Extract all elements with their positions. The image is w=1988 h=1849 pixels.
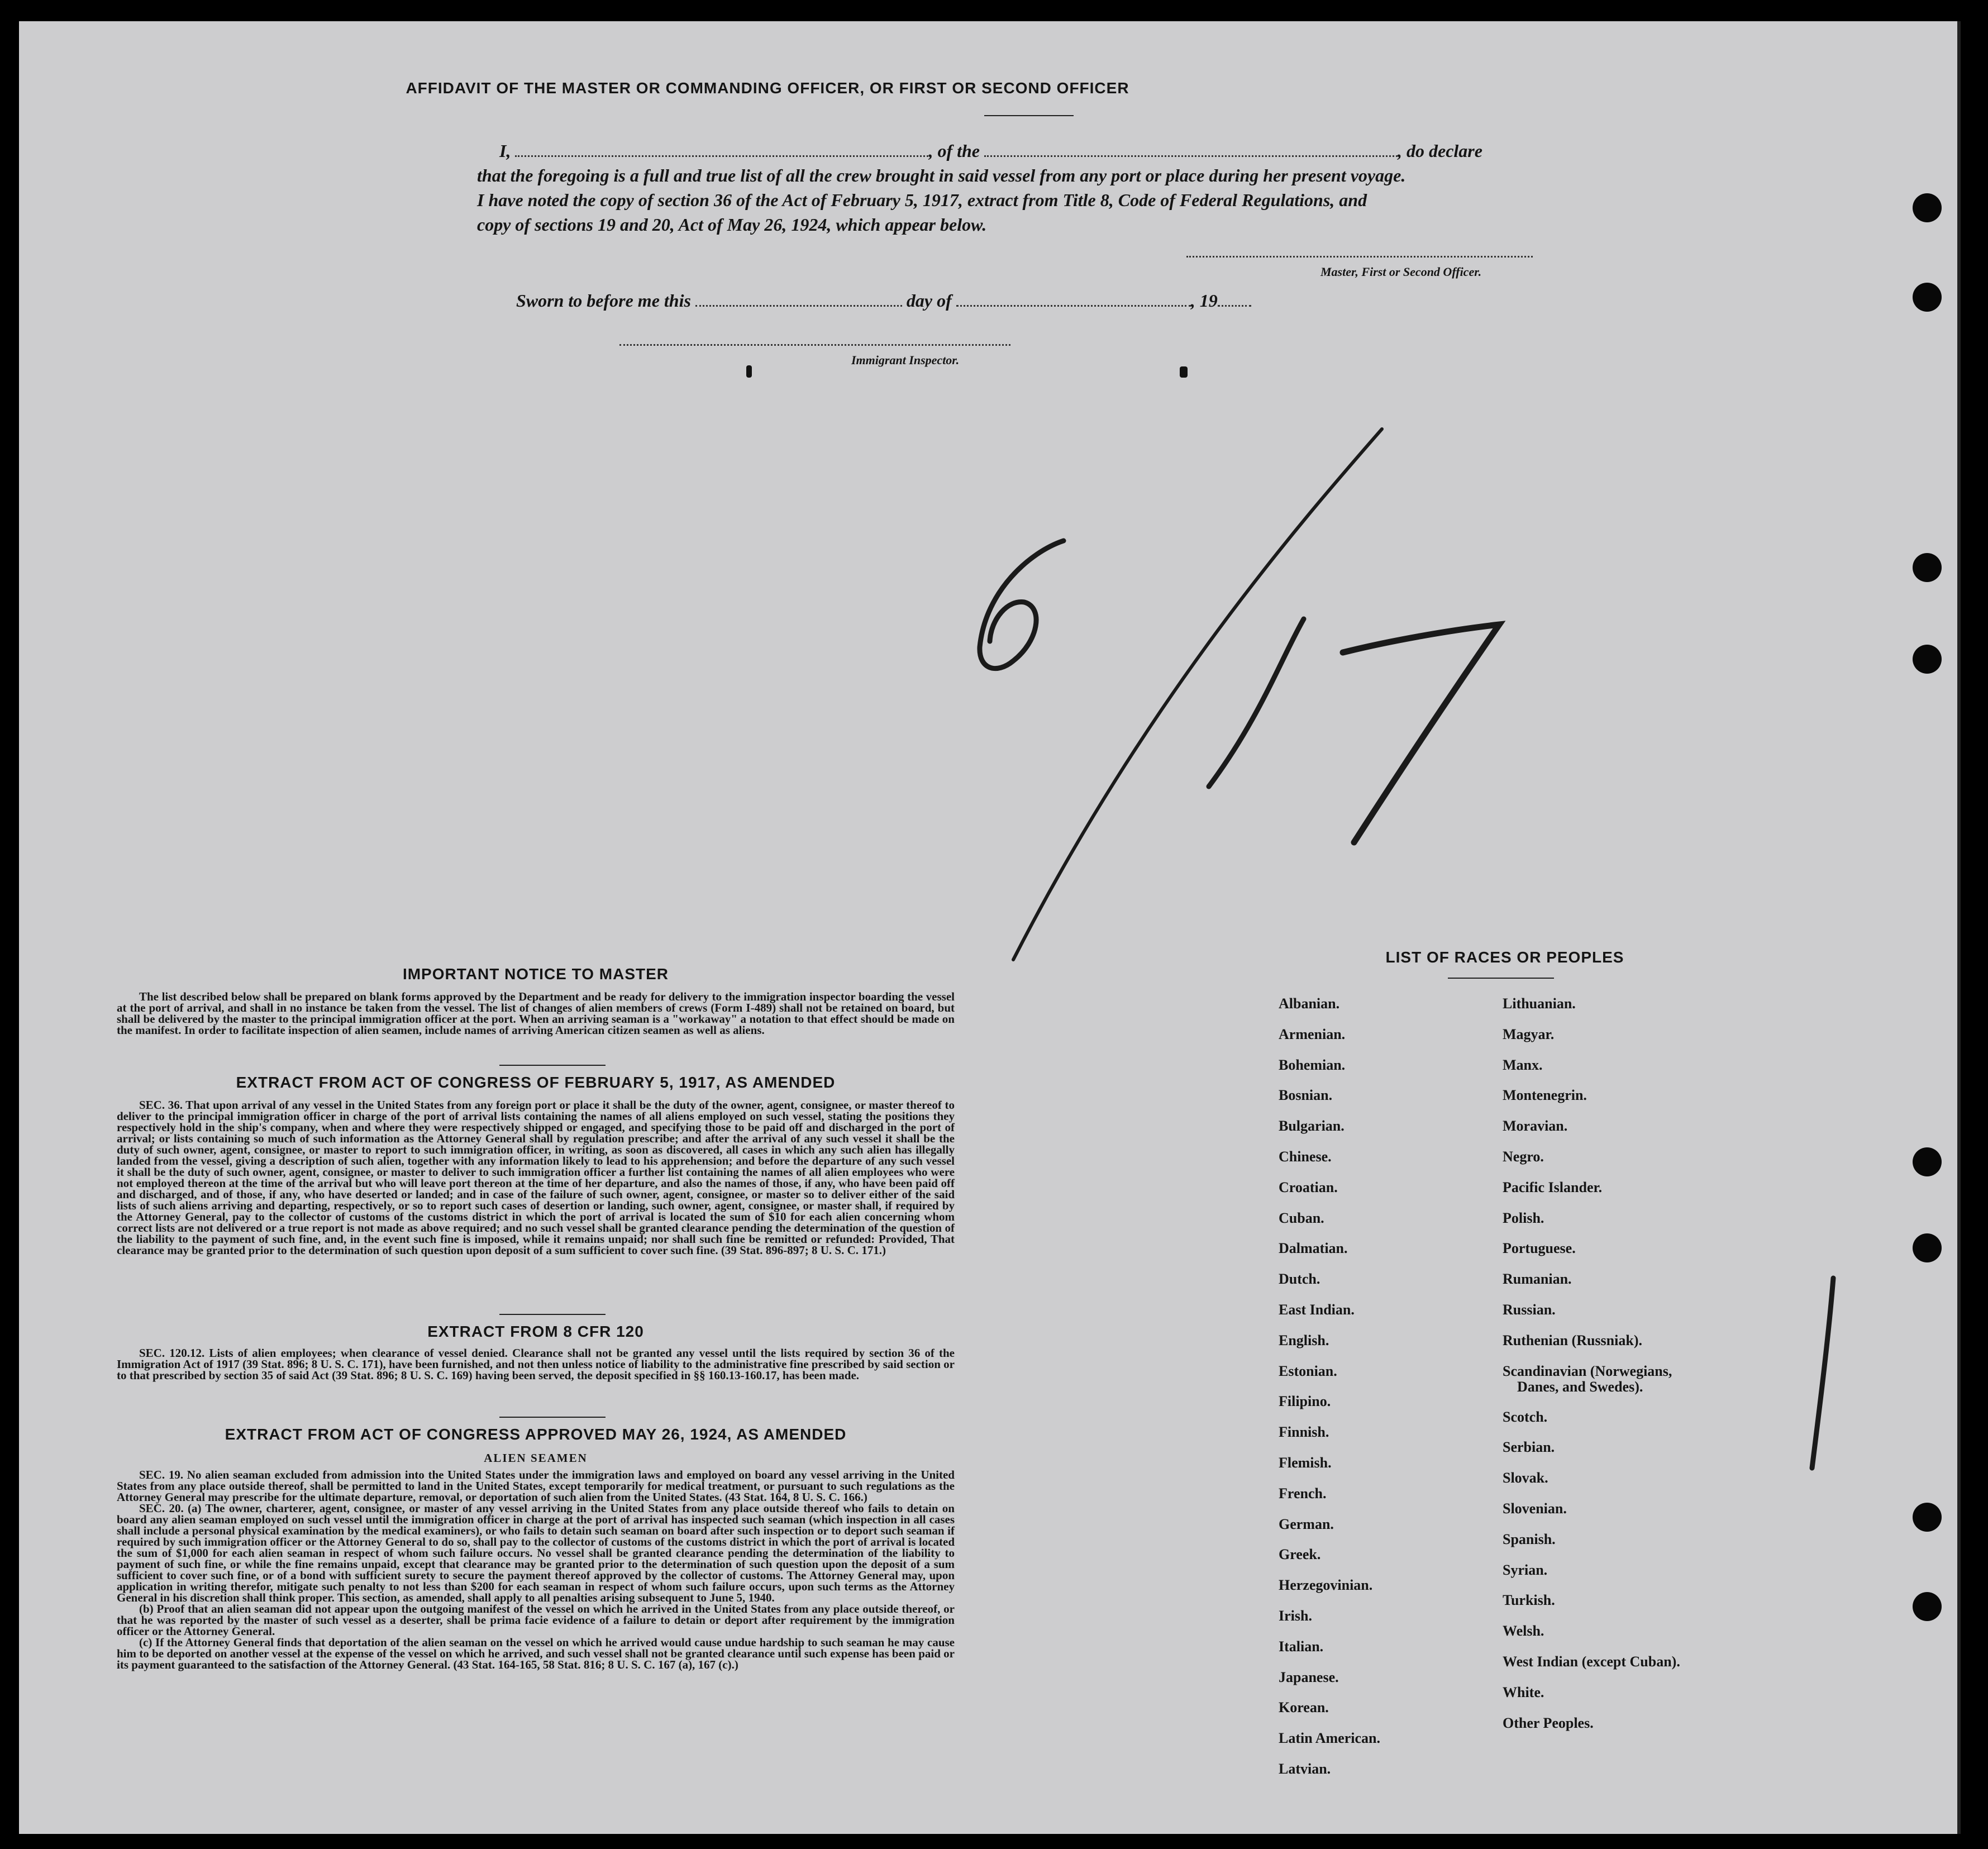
race-item: Pacific Islander. (1503, 1179, 1603, 1195)
race-item: Manx. (1503, 1056, 1543, 1073)
day-of-label: day of (906, 290, 952, 311)
handwritten-fraction (946, 407, 1572, 976)
sworn-month-field[interactable] (956, 305, 1191, 307)
section-19: SEC. 19. No alien seaman excluded from admission into the United States under the immigration laws and employed on board any vessel arriving in the United States from any place outside thereof, shall be permitted to land in the United States, except temporarily for medical treatment, or pursuant to such regulations as the Attorney General may prescribe for the ultimate departure, removal, or deportation of such alien from the United States. (43 Stat. 164, 8 U. S. C. 166.) (117, 1468, 955, 1504)
notice-title: IMPORTANT NOTICE TO MASTER (402, 965, 669, 983)
race-item: Filipino. (1279, 1393, 1331, 1410)
race-item: Bulgarian. (1279, 1118, 1345, 1135)
race-item: Montenegrin. (1503, 1087, 1587, 1104)
declaration-block (477, 139, 1577, 237)
cfr-text: SEC. 120.12. Lists of alien employees; when clearance of vessel denied. Clearance shall not be granted any vessel until the lists required by section 36 of the Immigration Act of 1917 (39 Stat. 896; 8 U. S. C. 171), have been furnished, and not then unless notice of liability to the administrative fine prescribed by said section or to that prescribed by section 35 of said Act (39 Stat. 896; 8 U. S. C. 169) having been served, the deposit specified in §§ 160.13-160.17, has been made. (117, 1346, 955, 1382)
race-item: Albanian. (1279, 995, 1340, 1012)
race-item: Serbian. (1503, 1439, 1555, 1456)
alien-seamen-subtitle: ALIEN SEAMEN (484, 1451, 588, 1465)
race-item: Armenian. (1279, 1026, 1346, 1042)
sworn-year-field[interactable] (1218, 305, 1251, 307)
i-label: I, (499, 141, 511, 161)
race-item: Cuban. (1279, 1209, 1324, 1226)
master-signature-line[interactable] (1186, 256, 1533, 258)
inspector-label: Immigrant Inspector. (851, 353, 960, 367)
race-item: Flemish. (1279, 1454, 1332, 1471)
race-item: Scotch. (1503, 1408, 1548, 1425)
binder-hole (1913, 283, 1942, 312)
master-label: Master, First or Second Officer. (1320, 265, 1482, 279)
race-item: Bohemian. (1279, 1056, 1346, 1073)
section-20b: (b) Proof that an alien seaman did not appear upon the outgoing manifest of the vessel on which he arrived in the United States from any place outside thereof, or that he was reported by the master of such vessel as a deserter, shall be prima facie evidence of a failure to detain or deport after requirement by the immigration officer or the Attorney General. (117, 1602, 955, 1638)
inspector-signature-line[interactable] (619, 344, 1010, 346)
do-declare-label: , do declare (1398, 141, 1482, 161)
race-item: German. (1279, 1516, 1334, 1532)
race-item: Slovak. (1503, 1470, 1548, 1486)
races-column-1 (1279, 995, 1380, 1791)
race-item: Rumanian. (1503, 1271, 1572, 1288)
divider (984, 115, 1074, 116)
binder-hole (1913, 553, 1942, 582)
binder-hole (1913, 1147, 1942, 1176)
section-20c: (c) If the Attorney General finds that deportation of the alien seaman on the vessel on which he arrived would cause undue hardship to such seaman he may cause him to be deported on another vessel at the expense of the vessel on which he arrived, and such vessel shall not be granted clearance until such expense has been paid or its payment guaranteed to the satisfaction of the Attorney General. (43 Stat. 164-165, 58 Stat. 816; 8 U. S. C. 167 (a), 167 (c).) (117, 1636, 955, 1671)
race-item: Japanese. (1279, 1669, 1339, 1685)
race-item: Greek. (1279, 1546, 1321, 1563)
race-item: Welsh. (1503, 1623, 1544, 1640)
extract-1924-text (117, 1469, 955, 1670)
race-item: Slovenian. (1503, 1500, 1567, 1517)
of-the-label: , of the (928, 141, 980, 161)
binder-hole (1913, 1233, 1942, 1262)
race-item: Syrian. (1503, 1561, 1548, 1578)
handwritten-digit-7 (1343, 625, 1499, 842)
race-item: English. (1279, 1332, 1329, 1348)
handwritten-slash (1013, 429, 1382, 960)
divider (499, 1065, 606, 1066)
race-item: West Indian (except Cuban). (1503, 1653, 1680, 1670)
binder-hole (1913, 645, 1942, 674)
race-item: Polish. (1503, 1209, 1544, 1226)
notice-text: The list described below shall be prepared on blank forms approved by the Department and be ready for delivery to the immigration inspector boarding the vessel at the port of arrival, and shall in no instance be taken from the vessel. The list of changes of alien members of crews (Form I-489) shall not be retained on board, but shall be delivered by the master to the principal immigration officer at the port. When an arriving seaman is a "workaway" a notation to that effect should be made on the manifest. In order to facilitate inspection of alien seamen, include names of arriving American citizen seamen as well as aliens. (117, 990, 955, 1037)
race-item: Ruthenian (Russniak). (1503, 1332, 1642, 1348)
race-item: Portuguese. (1503, 1240, 1576, 1257)
extract-1917-title: EXTRACT FROM ACT OF CONGRESS OF FEBRUARY 5, 1917, AS AMENDED (236, 1074, 836, 1091)
race-item: Magyar. (1503, 1026, 1555, 1042)
race-item: Danes, and Swedes). (1517, 1378, 1643, 1395)
sworn-line (516, 288, 1251, 313)
race-item: Spanish. (1503, 1531, 1556, 1547)
binder-hole (1913, 1592, 1942, 1621)
race-item: Negro. (1503, 1148, 1544, 1165)
race-item: Chinese. (1279, 1148, 1332, 1165)
race-item: East Indian. (1279, 1301, 1355, 1318)
section-20a: SEC. 20. (a) The owner, charterer, agent, consignee, or master of any vessel arriving in the United States from any place outside thereof who fails to detain on board any alien seaman employed on such vessel until the immigration officer in charge at the port of arrival has inspected such seaman (which inspection in all cases shall include a personal physical examination by the medical examiners), or who fails to detain such seaman on board after such inspection or to deport such seaman if required by such immigration officer or the Attorney General to do so, shall pay to the collector of customs of the customs district in which the port of arrival is located the sum of $1,000 for each alien seaman in respect of whom such failure occurs. No vessel shall be granted clearance pending the determination of the liability to payment of such fine, or while the fine remains unpaid, except that clearance may be granted prior to the determination of such question upon the deposit of a sum sufficient to cover such fine, or of a bond with sufficient surety to secure the payment thereof approved by the collector of customs. The Attorney General may, upon application in writing therefor, mitigate such penalty to not less than $200 for each seaman in respect of whom such failure occurs, upon such terms as the Attorney General in his discretion shall think proper. This section, as amended, shall apply to all penalties arising subsequent to June 5, 1940. (117, 1502, 955, 1604)
race-item: Latin American. (1279, 1730, 1380, 1747)
race-item: Scandinavian (Norwegians, (1503, 1362, 1672, 1379)
race-item: Korean. (1279, 1699, 1329, 1716)
divider (499, 1314, 606, 1315)
race-item: Lithuanian. (1503, 995, 1576, 1012)
races-title: LIST OF RACES OR PEOPLES (1385, 949, 1624, 966)
race-item: White. (1503, 1684, 1544, 1700)
binder-hole (1913, 1503, 1942, 1532)
divider (1448, 978, 1554, 979)
race-item: Dutch. (1279, 1271, 1320, 1288)
race-item: Estonian. (1279, 1362, 1337, 1379)
declaration-line-2: I have noted the copy of section 36 of the Act of February 5, 1917, extract from Title 8, Code of Federal Regulations, and (477, 190, 1367, 210)
race-item: Dalmatian. (1279, 1240, 1348, 1257)
race-item: Moravian. (1503, 1118, 1568, 1135)
extract-1924-title: EXTRACT FROM ACT OF CONGRESS APPROVED MAY 26, 1924, AS AMENDED (225, 1426, 847, 1443)
race-item: Latvian. (1279, 1760, 1331, 1777)
race-item: Croatian. (1279, 1179, 1338, 1195)
divider (499, 1417, 606, 1418)
race-item: Italian. (1279, 1638, 1324, 1655)
declaration-line-1: that the foregoing is a full and true list of all the crew brought in said vessel from any port or place during her present voyage. (477, 165, 1406, 185)
race-item: Finnish. (1279, 1424, 1329, 1441)
race-item: French. (1279, 1485, 1327, 1502)
year-label: , 19 (1190, 290, 1218, 311)
extract-1917-text: SEC. 36. That upon arrival of any vessel in the United States from any foreign port or place it shall be the duty of the owner, agent, consignee, or master thereof to deliver to the principal immigration officer in charge of the port of arrival lists containing the names of all aliens employed on such vessel, stating the positions they respectively hold in the ship's company, when and where they were respectively shipped or engaged, and specifying those to be paid off and discharged in the port of arrival; or lists containing so much of such information as the Attorney General shall by regulation prescribe; and after the arrival of any such vessel it shall be the duty of such owner, agent, consignee, or master to report to such immigration officer, in writing, as soon as discovered, all cases in which any such alien has illegally landed from the vessel, giving a description of such alien, together with any information likely to lead to his apprehension; and before the departure of any such vessel it shall be the duty of such owner, agent, consignee, or master to deliver to such immigration officer a further list containing the names of all alien employees who were not employed thereon at the time of the arrival but who will leave port thereon at the time of her departure, and also the names of those, if any, who have been paid off and discharged, and of those, if any, who have deserted or landed; and in case of the failure of such owner, agent, consignee, or master so to deliver either of the said lists of such aliens arriving and departing, respectively, or so to report such cases of desertion or landing, such owner, agent, consignee, or master shall, if required by the Attorney General, pay to the collector of customs of the customs district in which the port of arrival is located the sum of $10 for each alien concerning whom correct lists are not delivered or a true report is not made as above required; and no such vessel shall be granted clearance pending the determination of the question of the liability to the payment of such fine, and, in the event such fine is imposed, while it remains unpaid; nor shall such fine be remitted or refunded: Provided, That clearance may be granted prior to the determination of such question upon deposit of a sum sufficient to cover such fine. (39 Stat. 896-897; 8 U. S. C. 171.) (117, 1098, 955, 1257)
vessel-field[interactable] (984, 155, 1398, 157)
ink-speck (746, 365, 752, 378)
race-item: Herzegovinian. (1279, 1577, 1373, 1594)
ink-speck (1180, 366, 1188, 378)
binder-hole (1913, 193, 1942, 222)
race-item: Irish. (1279, 1607, 1312, 1624)
race-item: Bosnian. (1279, 1087, 1333, 1104)
affidavit-title: AFFIDAVIT OF THE MASTER OR COMMANDING OFFICER, OR FIRST OR SECOND OFFICER (406, 79, 1129, 97)
handwritten-digit-1 (1209, 619, 1304, 787)
form-page (19, 21, 1961, 1834)
cfr-title: EXTRACT FROM 8 CFR 120 (427, 1323, 644, 1340)
sworn-day-field[interactable] (695, 305, 902, 307)
declaration-line-3: copy of sections 19 and 20, Act of May 26, 1924, which appear below. (477, 215, 987, 235)
name-field[interactable] (515, 155, 928, 157)
race-item: Other Peoples. (1503, 1714, 1594, 1731)
handwritten-mark (1801, 1267, 1846, 1479)
race-item: Turkish. (1503, 1592, 1555, 1609)
sworn-label: Sworn to before me this (516, 290, 691, 311)
handwritten-digit-6 (980, 541, 1064, 669)
race-item: Russian. (1503, 1301, 1556, 1318)
races-column-2 (1503, 995, 1680, 1745)
